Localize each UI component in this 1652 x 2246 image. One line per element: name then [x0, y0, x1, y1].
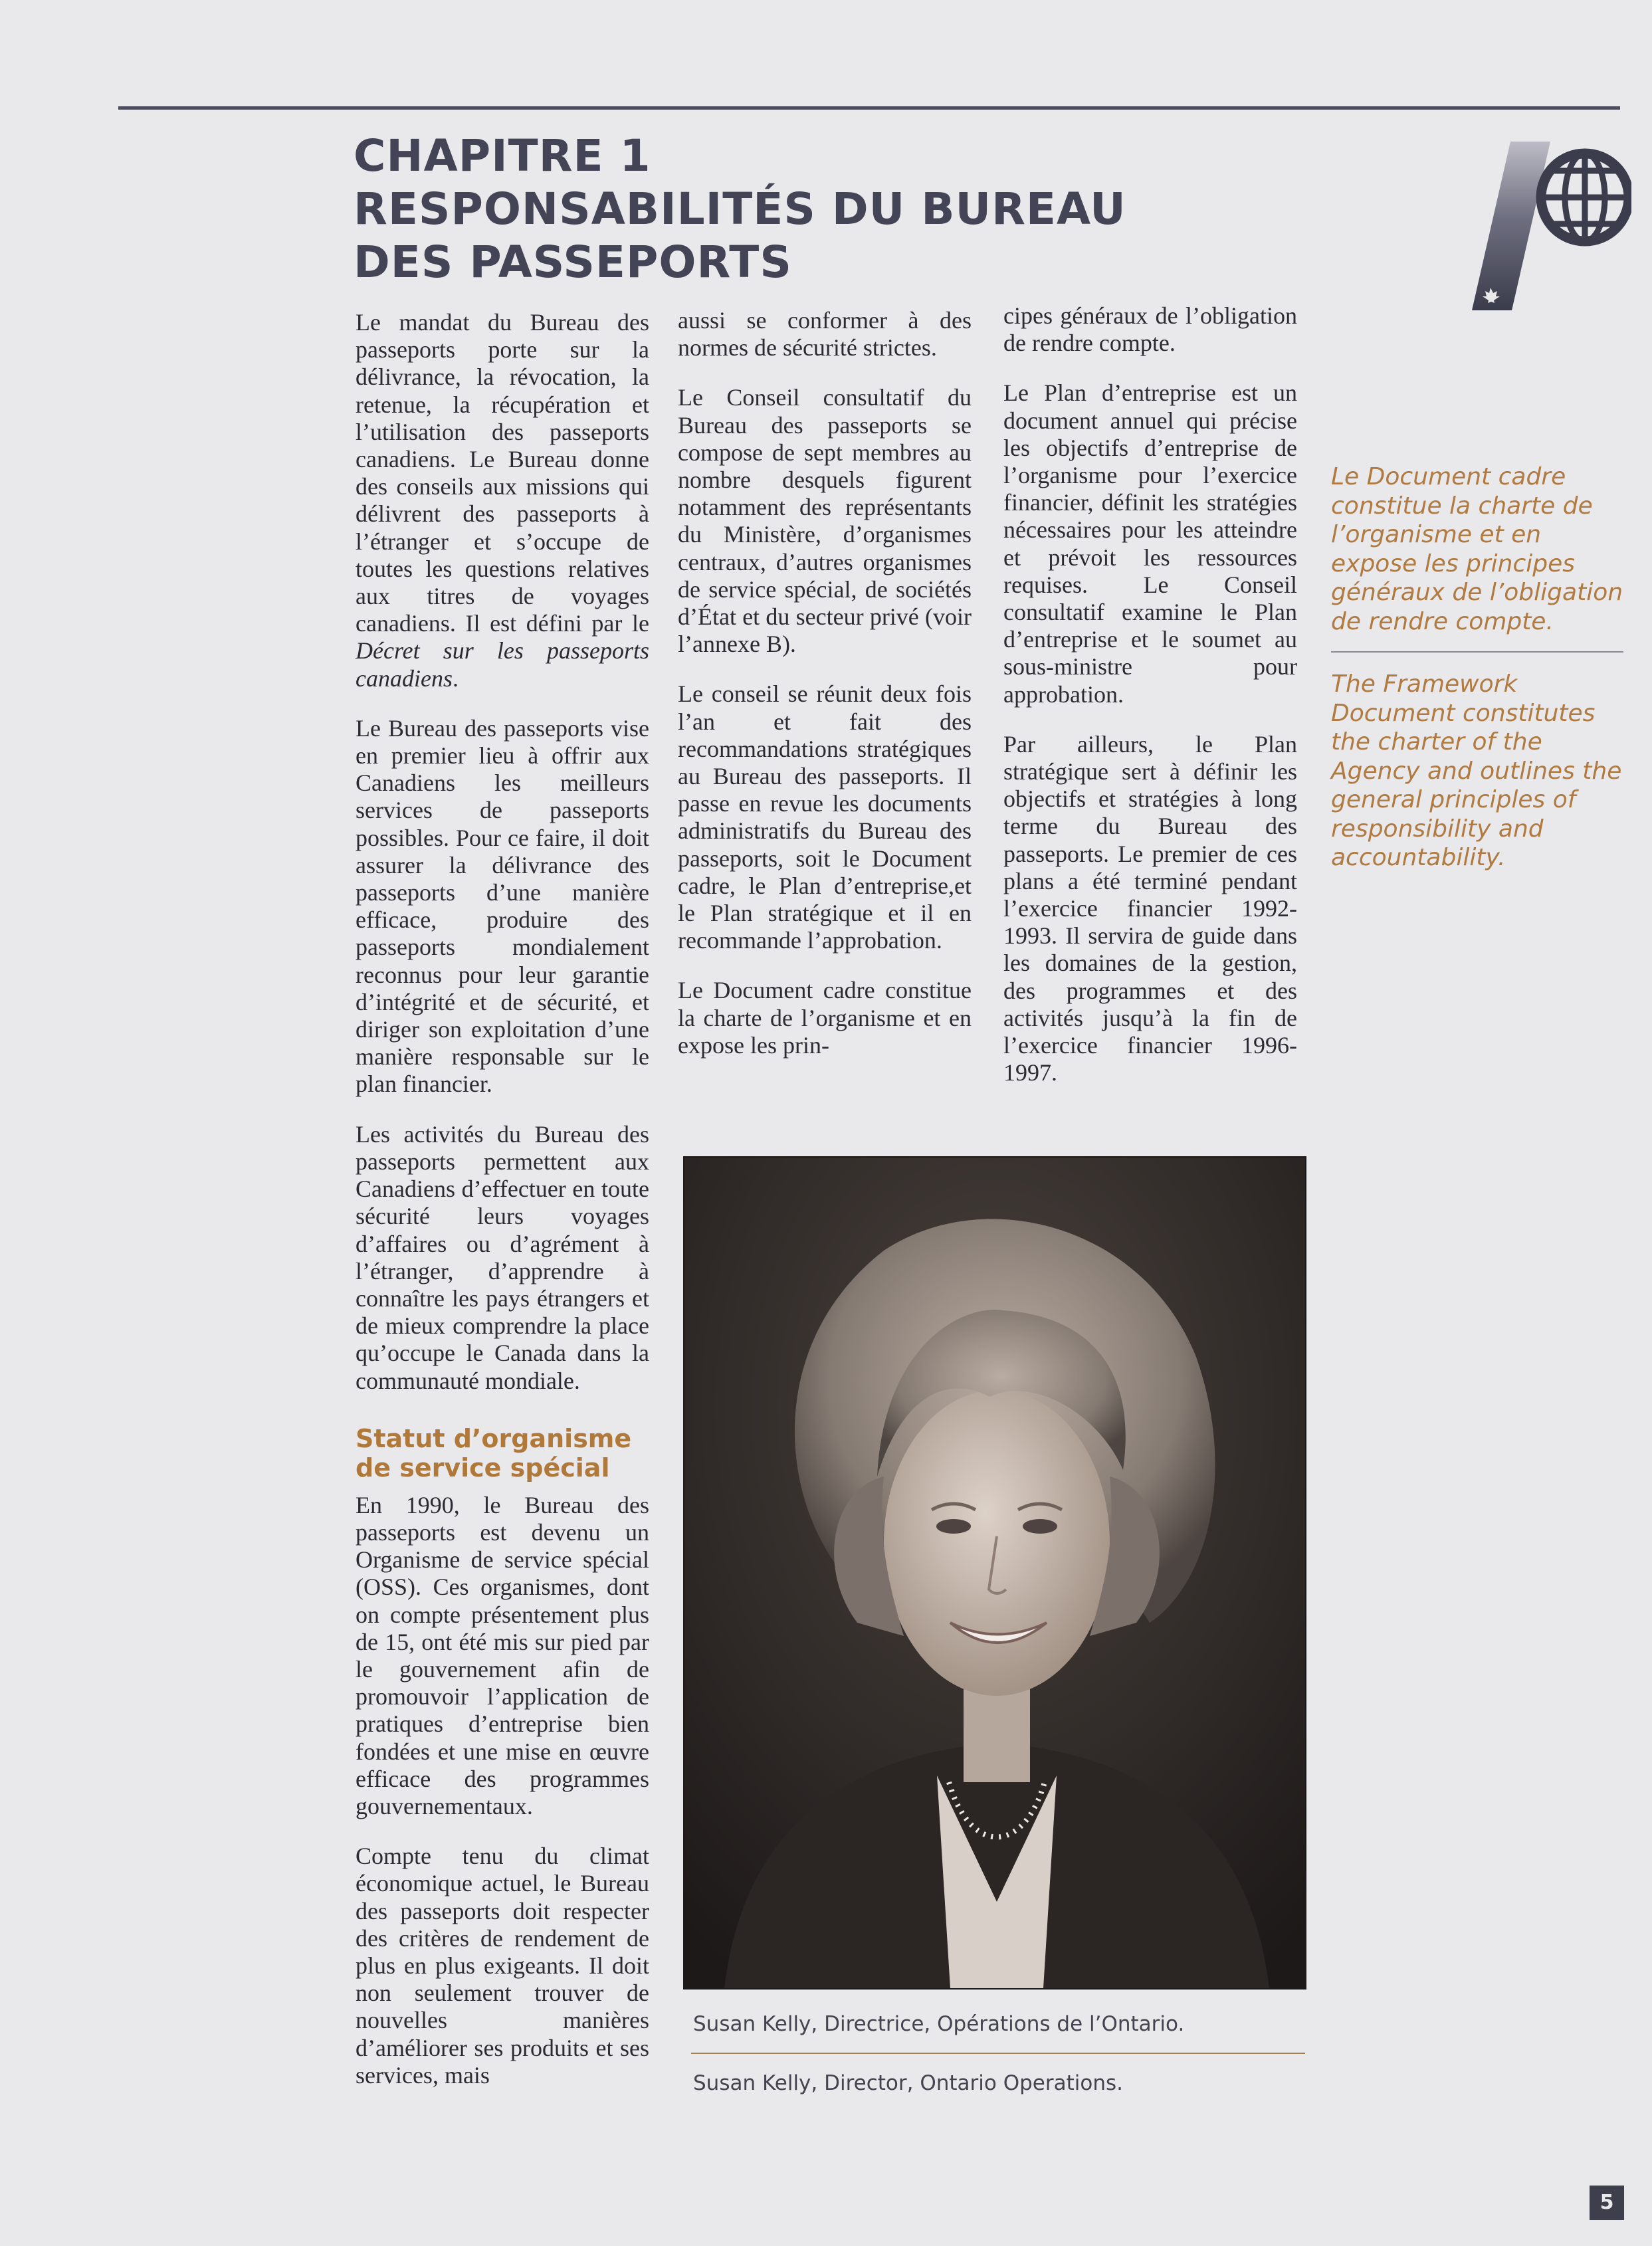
photo-caption-french: Susan Kelly, Directrice, Opérations de l’Ontario. [693, 2012, 1185, 2036]
paragraph: Compte tenu du climat économique actuel, le Bureau des passeports doit respecter des critères de rendement de plus en plus exigeants. Il doit non seulement trouver de nouvelles manières d’améliorer ses produits et ses services, mais [356, 1843, 649, 2089]
page-number: 5 [1590, 2186, 1624, 2220]
paragraph: cipes généraux de l’obligation de rendre compte. [1003, 302, 1297, 357]
text-column-3 [1003, 302, 1297, 1086]
chapter-title [354, 130, 1483, 289]
chapter-number: CHAPITRE 1 [354, 130, 651, 181]
text-column-2 [678, 307, 972, 1059]
sidebar-divider [1331, 651, 1623, 653]
chapter-title-line-2: DES PASSEPORTS [354, 237, 792, 288]
paragraph: Le Bureau des passeports vise en premier lieu à offrir aux Canadiens les meilleurs services de passeports possibles. Pour ce faire, il doit assurer la délivrance des passeports d’une manière efficace, produire des passeports mondialement reconnus pour leur garantie d’intégrité et de sécurité, et diriger son exploitation d’une manière responsable sur le plan financier. [356, 714, 649, 1098]
passport-office-logo [1472, 136, 1631, 316]
paragraph: En 1990, le Bureau des passeports est devenu un Organisme de service spécial (OSS). Ces organismes, dont on compte présentement plus de 15, ont été mis sur pied par le gouvernement afin de promouvoir l’application de pratiques d’entreprise bien fondées et une mise en œuvre efficace des programmes gouvernementaux. [356, 1491, 649, 1819]
section-heading: Statut d’organisme de service spécial [356, 1423, 632, 1482]
paragraph: aussi se conformer à des normes de sécurité strictes. [678, 307, 972, 361]
sidebar-note-french: Le Document cadre constitue la charte de l’organisme et en expose les principes généraux de l’obligation de rendre compte. [1331, 463, 1623, 635]
caption-divider [691, 2053, 1305, 2054]
sidebar-note-english: The Framework Document constitutes the charter of the Agency and outlines the general principles of responsibility and accountability. [1331, 670, 1622, 871]
paragraph: Le Conseil consultatif du Bureau des passeports se compose de sept membres au nombre desquels figurent notamment des représentants du Ministère, d’organismes centraux, d’autres organismes de service spécial, de sociétés d’État et du secteur privé (voir l’annexe B). [678, 384, 972, 658]
paragraph: Le Plan d’entreprise est un document annuel qui précise les objectifs d’entreprise de l’organisme pour l’exercice financier, définit les stratégies nécessaires pour les atteindre et prévoit les ressources requises. Le Conseil consultatif examine le Plan d’entreprise et le soumet au sous-ministre pour approbation. [1003, 379, 1297, 708]
photo-caption-english: Susan Kelly, Director, Ontario Operations. [693, 2071, 1124, 2095]
paragraph: Le Document cadre constitue la charte de l’organisme et en expose les prin- [678, 977, 972, 1059]
paragraph: Le mandat du Bureau des passeports porte sur la délivrance, la révocation, la retenue, la récupération et l’utilisation des passeports canadiens. Le Bureau donne des conseils aux missions qui délivrent des passeports à l’étranger et s’occupe de toutes les questions relatives aux titres de voyages canadiens. Il est défini par le Décret sur les passeports canadiens. [356, 309, 649, 692]
paragraph: Par ailleurs, le Plan stratégique sert à définir les objectifs et stratégies à long terme du Bureau des passeports. Le premier de ces plans a été terminé pendant l’exercice financier 1992-1993. Il servira de guide dans les domaines de la gestion, des programmes et des activités jusqu’à la fin de l’exercice financier 1996-1997. [1003, 730, 1297, 1086]
top-rule [118, 106, 1620, 110]
text-column-1 [356, 309, 649, 2089]
paragraph: Le conseil se réunit deux fois l’an et fait des recommandations stratégiques au Bureau des passeports. Il passe en revue les documents administratifs du Bureau des passeports, soit le Document cadre, le Plan d’entreprise,et le Plan stratégique et il en recommande l’approbation. [678, 680, 972, 954]
portrait-photo [683, 1156, 1306, 1990]
chapter-title-line-1: RESPONSABILITÉS DU BUREAU [354, 183, 1126, 235]
paragraph: Les activités du Bureau des passeports permettent aux Canadiens d’effectuer en toute sécurité leurs voyages d’affaires ou d’agrément à l’étranger, d’apprendre à connaître les pays étrangers et de mieux comprendre la place qu’occupe le Canada dans la communauté mondiale. [356, 1120, 649, 1394]
